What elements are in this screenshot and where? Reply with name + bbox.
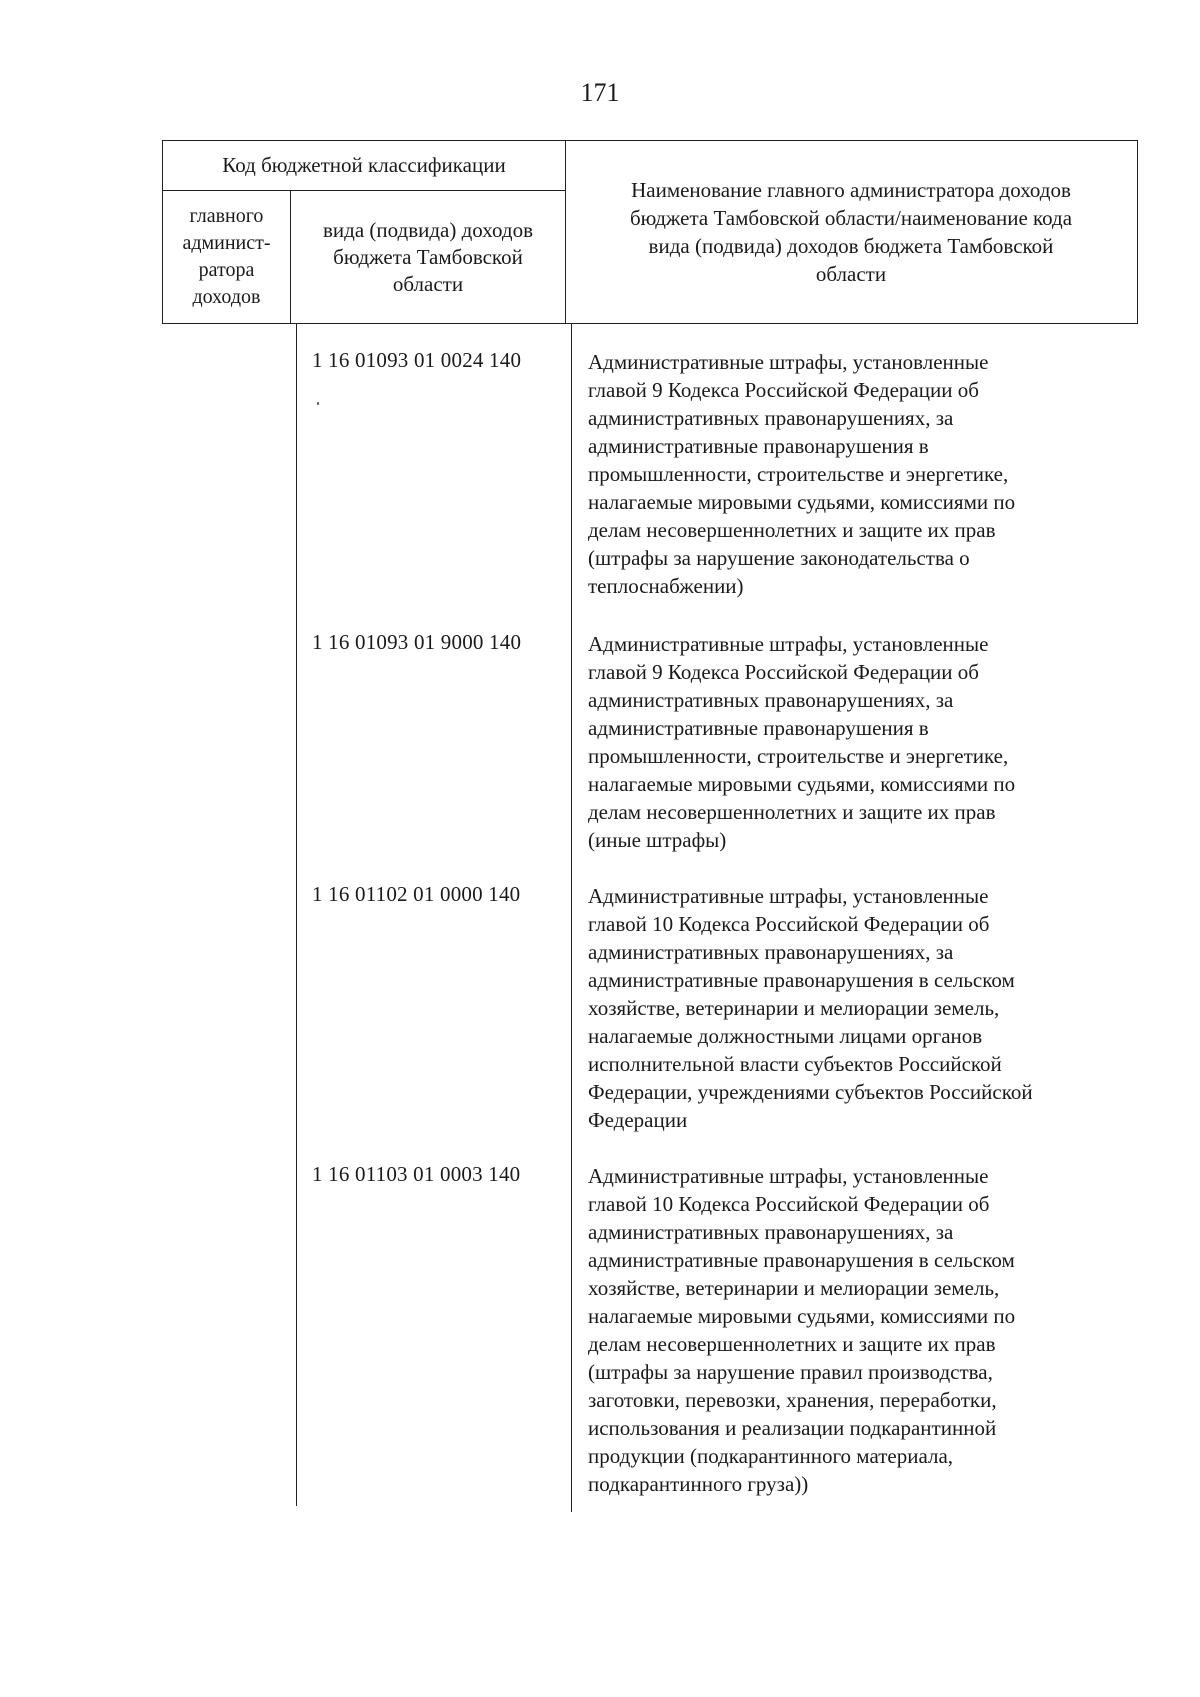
header-kind-line: бюджета Тамбовской <box>333 244 523 269</box>
description-line: Административные штрафы, установленные <box>588 632 989 656</box>
income-code: 1 16 01093 01 9000 140 <box>312 630 522 654</box>
description-line: Административные штрафы, установленные <box>588 1164 989 1188</box>
description-line: подкарантинного груза)) <box>588 1472 809 1496</box>
description-line: заготовки, перевозки, хранения, переработки, <box>588 1388 997 1412</box>
income-description <box>588 1162 1128 1498</box>
description-line: налагаемые мировыми судьями, комиссиями по <box>588 1304 1016 1328</box>
header-kind-line: вида (подвида) доходов <box>323 217 533 242</box>
description-line: Федерации, учреждениями субъектов Российской <box>588 1080 1033 1104</box>
description-line: налагаемые мировыми судьями, комиссиями по <box>588 490 1016 514</box>
description-line: главой 10 Кодекса Российской Федерации об <box>588 1192 990 1216</box>
description-line: промышленности, строительстве и энергетике, <box>588 744 1009 768</box>
description-line: теплоснабжении) <box>588 574 744 598</box>
description-line: административных правонарушениях, за <box>588 1220 954 1244</box>
description-line: промышленности, строительстве и энергетике, <box>588 462 1009 486</box>
description-line: делам несовершеннолетних и защите их прав <box>588 800 996 824</box>
description-line: административные правонарушения в <box>588 434 929 458</box>
description-line: делам несовершеннолетних и защите их прав <box>588 1332 996 1356</box>
description-line: главой 9 Кодекса Российской Федерации об <box>588 378 979 402</box>
description-line: административные правонарушения в <box>588 716 929 740</box>
income-description <box>588 348 1128 600</box>
description-line: административные правонарушения в сельском <box>588 968 1015 992</box>
description-line: административных правонарушениях, за <box>588 940 954 964</box>
column-divider-left <box>296 324 297 1506</box>
description-line: Административные штрафы, установленные <box>588 350 989 374</box>
header-admin-line: доходов <box>192 286 261 308</box>
income-code: 1 16 01093 01 0024 140 <box>312 348 522 372</box>
header-name-line: Наименование главного администратора доходов <box>631 178 1071 202</box>
description-line: использования и реализации подкарантинной <box>588 1416 997 1440</box>
description-line: хозяйстве, ветеринарии и мелиорации земель, <box>588 1276 1000 1300</box>
description-line: административных правонарушениях, за <box>588 688 954 712</box>
description-line: (штрафы за нарушение правил производства, <box>588 1360 993 1384</box>
column-divider-right <box>571 324 572 1512</box>
description-line: продукции (подкарантинного материала, <box>588 1444 954 1468</box>
description-line: хозяйстве, ветеринарии и мелиорации земель, <box>588 996 1000 1020</box>
income-code: 1 16 01102 01 0000 140 <box>312 882 521 906</box>
description-line: Федерации <box>588 1108 688 1132</box>
description-line: главой 10 Кодекса Российской Федерации об <box>588 912 990 936</box>
description-line: административных правонарушениях, за <box>588 406 954 430</box>
header-name-line: бюджета Тамбовской области/наименование кода <box>629 206 1073 230</box>
description-line: налагаемые мировыми судьями, комиссиями по <box>588 772 1016 796</box>
header-budget-code-title: Код бюджетной классификации <box>163 141 566 191</box>
header-admin-line: админист- <box>182 232 271 254</box>
description-line: исполнительной власти субъектов Российской <box>588 1052 1002 1076</box>
description-line: налагаемые должностными лицами органов <box>588 1024 983 1048</box>
scan-speck <box>317 402 319 405</box>
page-number: 171 <box>580 78 620 107</box>
description-line: (штрафы за нарушение законодательства о <box>588 546 970 570</box>
header-kind-line: области <box>392 271 464 296</box>
header-name-line: вида (подвида) доходов бюджета Тамбовской <box>648 234 1054 258</box>
description-line: административные правонарушения в сельском <box>588 1248 1015 1272</box>
description-line: главой 9 Кодекса Российской Федерации об <box>588 660 979 684</box>
header-admin-column <box>163 191 291 323</box>
header-name-column <box>566 141 1136 323</box>
header-income-kind-column <box>291 191 566 323</box>
income-code: 1 16 01103 01 0003 140 <box>312 1162 521 1186</box>
description-line: (иные штрафы) <box>588 828 727 852</box>
description-line: делам несовершеннолетних и защите их прав <box>588 518 996 542</box>
income-description <box>588 630 1128 854</box>
header-name-line: области <box>815 262 887 286</box>
income-description <box>588 882 1128 1134</box>
header-admin-line: главного <box>189 205 264 227</box>
description-line: Административные штрафы, установленные <box>588 884 989 908</box>
table-header <box>162 140 1138 324</box>
header-admin-line: ратора <box>198 259 255 281</box>
